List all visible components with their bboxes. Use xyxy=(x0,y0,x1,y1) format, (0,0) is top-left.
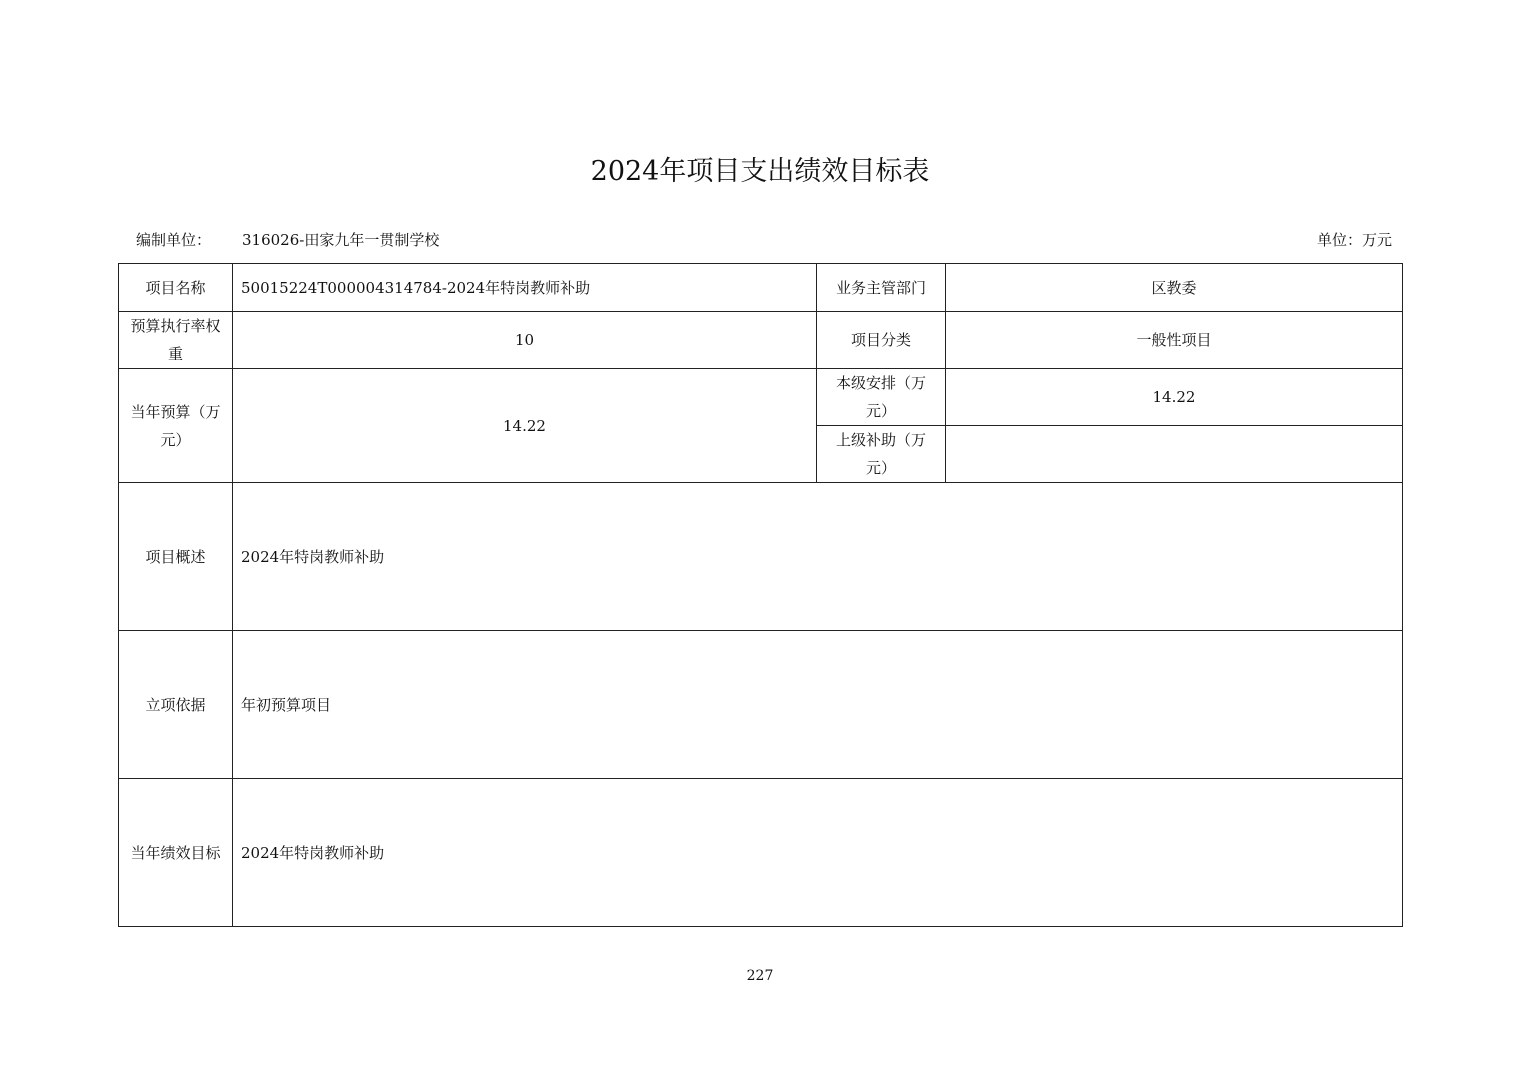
page-number: 227 xyxy=(746,968,774,984)
goal-value: 2024年特岗教师补助 xyxy=(233,779,1403,927)
table-row xyxy=(119,631,1403,779)
category-label: 项目分类 xyxy=(817,312,946,369)
project-name-label: 项目名称 xyxy=(119,264,233,312)
goal-label: 当年绩效目标 xyxy=(119,779,233,927)
performance-goal-table xyxy=(118,263,1403,927)
table-row xyxy=(119,779,1403,927)
superior-subsidy-label: 上级补助（万元） xyxy=(817,426,946,483)
compiling-unit-label: 编制单位： xyxy=(136,231,212,249)
compiling-unit-value: 316026-田家九年一贯制学校 xyxy=(242,231,440,249)
basis-label: 立项依据 xyxy=(119,631,233,779)
overview-label: 项目概述 xyxy=(119,483,233,631)
table-row xyxy=(119,312,1403,369)
dept-value: 区教委 xyxy=(946,264,1403,312)
superior-subsidy-value xyxy=(946,426,1403,483)
basis-value: 年初预算项目 xyxy=(233,631,1403,779)
overview-value: 2024年特岗教师补助 xyxy=(233,483,1403,631)
table-row xyxy=(119,264,1403,312)
dept-label: 业务主管部门 xyxy=(817,264,946,312)
local-arrangement-value: 14.22 xyxy=(946,369,1403,426)
annual-budget-value: 14.22 xyxy=(233,369,817,483)
budget-rate-label: 预算执行率权重 xyxy=(119,312,233,369)
table-row xyxy=(119,483,1403,631)
table-row xyxy=(119,369,1403,426)
project-name-value: 50015224T000004314784-2024年特岗教师补助 xyxy=(233,264,817,312)
meta-row xyxy=(0,228,1520,252)
budget-rate-value: 10 xyxy=(233,312,817,369)
annual-budget-label: 当年预算（万元） xyxy=(119,369,233,483)
local-arrangement-label: 本级安排（万元） xyxy=(817,369,946,426)
page-title: 2024年项目支出绩效目标表 xyxy=(590,156,930,187)
unit-text: 单位：万元 xyxy=(1316,231,1392,249)
category-value: 一般性项目 xyxy=(946,312,1403,369)
